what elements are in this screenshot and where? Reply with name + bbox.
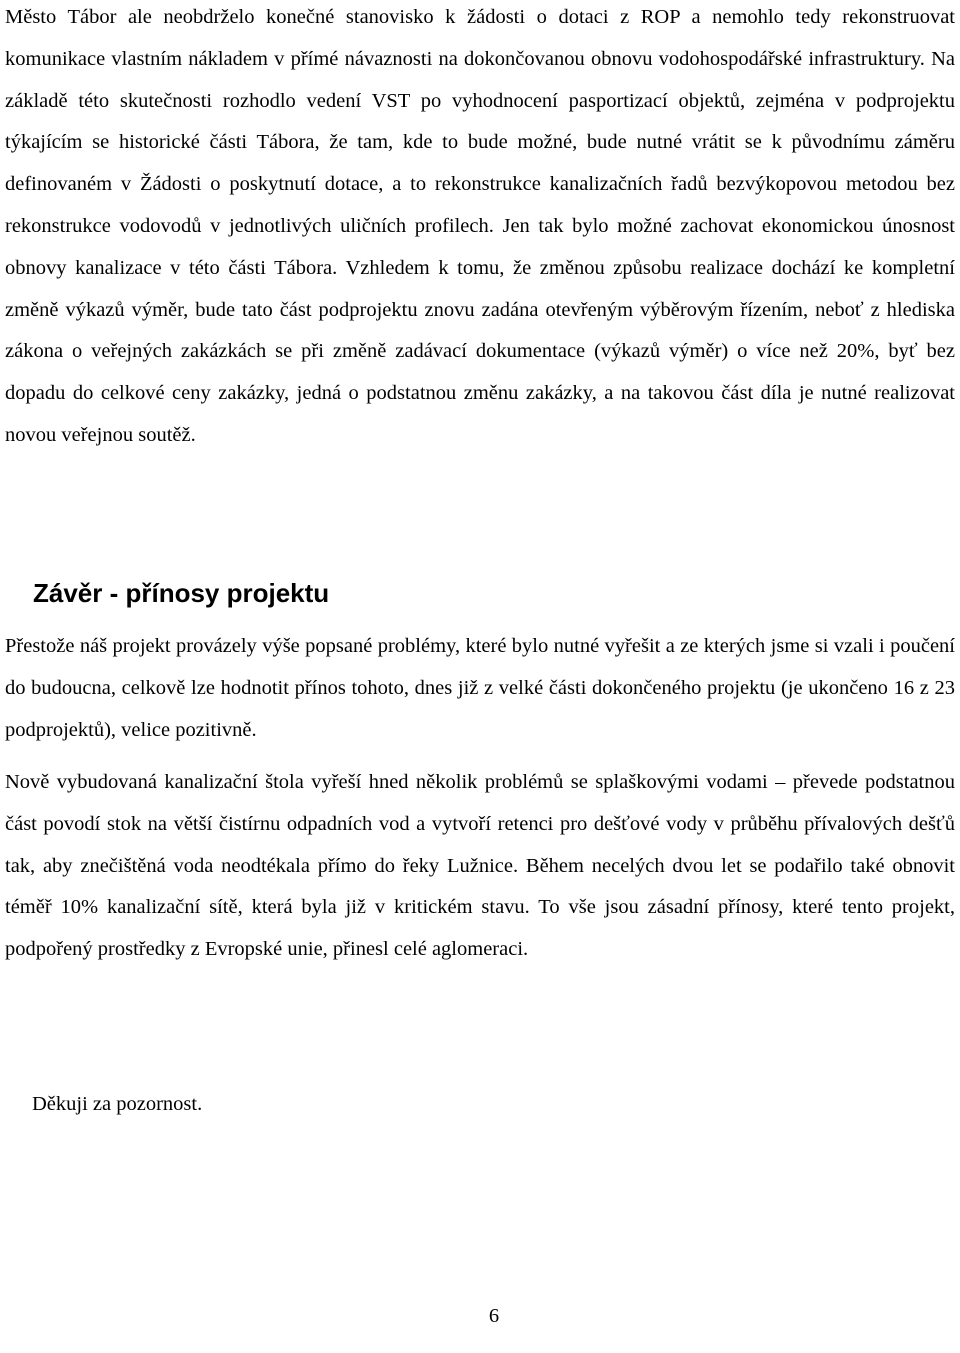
paragraph-benefits: Nově vybudovaná kanalizační štola vyřeší hned několik problémů se splaškovými vodami – převede podstatnou část povodí stok na větší čistírnu odpadních vod a vytvoří retenci pro dešťové vody v průběhu přívalových dešťů tak, aby znečištěná voda neodtékala přímo do řeky Lužnice. Během necelých dvou let se podařilo také obnovit téměř 10% kanalizační sítě, která byla již v kritickém stavu. To vše jsou zásadní přínosy, které tento projekt, podpořený prostředky z Evropské unie, přinesl celé aglomeraci. — [5, 771, 955, 961]
page-number: 6 — [488, 1305, 500, 1327]
paragraph-conclusion: Přestože náš projekt provázely výše popsané problémy, které bylo nutné vyřešit a ze kterých jsme si vzali i poučení do budoucna, celkově lze hodnotit přínos tohoto, dnes již z velké části dokončeného projektu (je ukončeno 16 z 23 podprojektů), velice pozitivně. — [5, 635, 955, 741]
closing-thanks: Děkuji za pozornost. — [32, 1093, 203, 1115]
paragraph-intro: Město Tábor ale neobdrželo konečné stanovisko k žádosti o dotaci z ROP a nemohlo tedy rekonstruovat komunikace vlastním nákladem v přímé návaznosti na dokončovanou obnovu vodohospodářské infrastruktury. Na základě této skutečnosti rozhodlo vedení VST po vyhodnocení pasportizací objektů, zejména v podprojektu týkajícím se historické části Tábora, že tam, kde to bude možné, bude nutné vrátit se k původnímu záměru definovaném v Žádosti o poskytnutí dotace, a to rekonstrukce kanalizačních řadů bezvýkopovou metodou bez rekonstrukce vodovodů v jednotlivých uličních profilech. Jen tak bylo možné zachovat ekonomickou únosnost obnovy kanalizace v této části Tábora. Vzhledem k tomu, že změnou způsobu realizace dochází ke kompletní změně výkazů výměr, bude tato část podprojektu znovu zadána otevřeným výběrovým řízením, neboť z hlediska zákona o veřejných zakázkách se při změně zadávací dokumentace (výkazů výměr) o více než 20%, byť bez dopadu do celkové ceny zakázky, jedná o podstatnou změnu zakázky, a na takovou část díla je nutné realizovat novou veřejnou soutěž. — [5, 6, 955, 446]
section-heading: Závěr - přínosy projektu — [33, 578, 330, 608]
